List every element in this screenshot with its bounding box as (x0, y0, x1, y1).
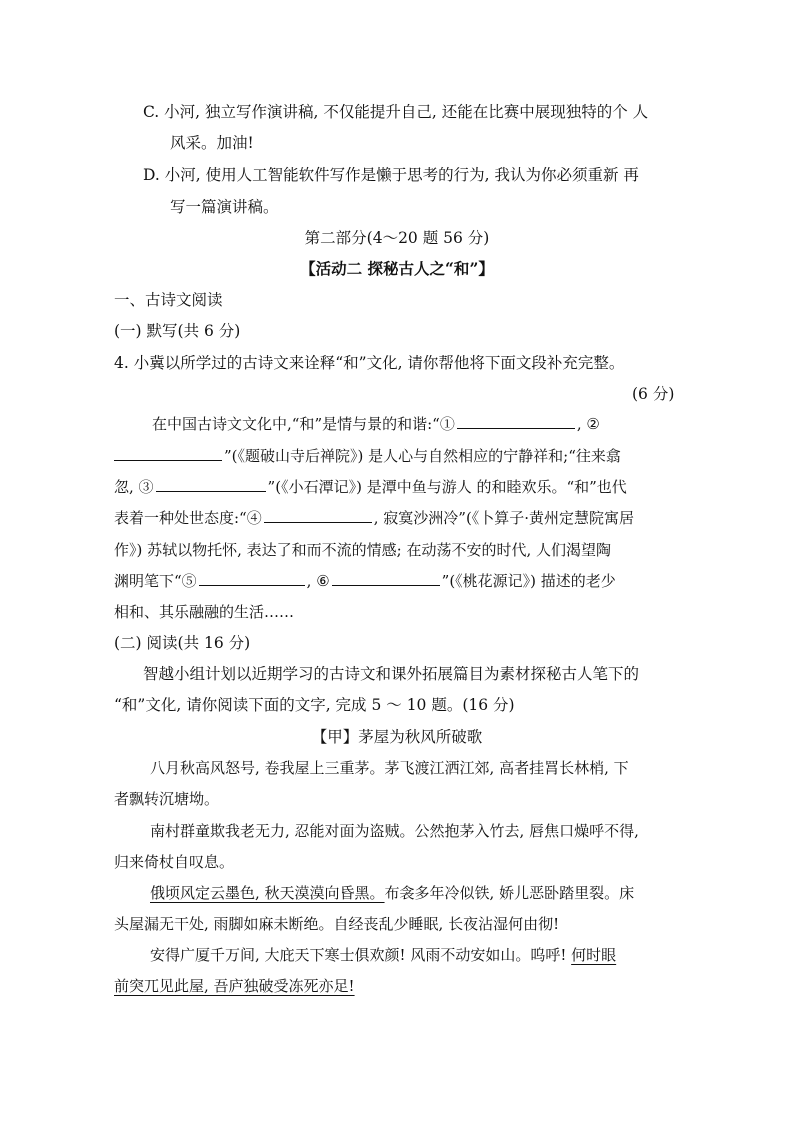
reading-intro-line2: “和”文化, 请你阅读下面的文字, 完成 5 ～ 10 题。(16 分) (114, 696, 515, 714)
underlined-sentence: 俄顷风定云墨色, 秋天漠漠向昏黑。 (150, 884, 385, 902)
option-d-line1: D. 小河, 使用人工智能软件写作是懒于思考的行为, 我认为你必须重新 再 (143, 166, 639, 184)
underlined-sentence: 何时眼 (571, 946, 617, 964)
answer-blank-6[interactable] (332, 570, 440, 586)
fill-line-7: 相和、其乐融融的生活…… (114, 603, 295, 621)
reading-intro-line1: 智越小组计划以近期学习的古诗文和课外拓展篇目为素材探秘古人笔下的 (143, 665, 640, 683)
fill-line-1 (152, 413, 600, 435)
fill-text: 在中国古诗文文化中,“和”是情与景的和谐:“① (152, 415, 455, 433)
fill-text: ”(《桃花源记》) 描述的老少 (441, 572, 616, 590)
question-4-stem: 4. 小冀以所学过的古诗文来诠释“和”文化, 请你帮他将下面文段补充完整。 (114, 354, 625, 372)
answer-blank-1[interactable] (457, 413, 575, 429)
question-4-score: (6 分) (632, 385, 675, 403)
fill-text: 渊明笔下“⑤ (114, 572, 197, 590)
poem-stanza-3-line1 (150, 882, 634, 904)
fill-text: 表着一种处世态度:“④ (114, 509, 262, 527)
fill-line-2 (114, 445, 621, 467)
option-d-line2: 写一篇演讲稿。 (170, 198, 279, 216)
fill-text: ”(《题破山寺后禅院》) 是人心与自然相应的宁静祥和;“往来翕 (224, 447, 621, 465)
fill-text: , ② (576, 415, 600, 433)
fill-line-5: 作》) 苏轼以物托怀, 表达了和而不流的情感; 在动荡不安的时代, 人们渴望陶 (114, 541, 612, 559)
fill-text: ”(《小石潭记》) 是潭中鱼与游人 的和睦欢乐。“和”也代 (267, 478, 627, 496)
poem-stanza-1-line1: 八月秋高风怒号, 卷我屋上三重茅。茅飞渡江洒江郊, 高者挂罥长林梢, 下 (150, 759, 629, 777)
fill-text: , 寂寞沙洲冷”(《卜算子·黄州定慧院寓居 (373, 509, 635, 527)
answer-blank-2[interactable] (114, 445, 222, 461)
poem-stanza-4-line1 (150, 944, 616, 966)
answer-blank-5[interactable] (199, 570, 305, 586)
answer-blank-3[interactable] (156, 476, 266, 492)
fill-line-6 (114, 570, 616, 592)
poem-stanza-3-line2: 头屋漏无干处, 雨脚如麻未断绝。自经丧乱少睡眠, 长夜沾湿何由彻! (114, 915, 560, 933)
fill-text: 忽, ③ (114, 478, 154, 496)
poem-title: 【甲】茅屋为秋风所破歌 (311, 728, 483, 746)
poem-stanza-4-line2 (114, 975, 355, 997)
underlined-sentence: 前突兀见此屋, 吾庐独破受冻死亦足! (114, 977, 355, 995)
poem-stanza-2-line2: 归来倚杖自叹息。 (114, 853, 235, 871)
poem-text: 安得广厦千万间, 大庇天下寒士俱欢颜! 风雨不动安如山。呜呼! (150, 946, 572, 964)
subsection-title-dictation: (一) 默写(共 6 分) (114, 322, 241, 340)
fill-text: , ⑥ (306, 572, 330, 590)
section-title: 一、古诗文阅读 (114, 291, 223, 309)
activity-heading: 【活动二 探秘古人之“和”】 (300, 259, 494, 278)
option-c-line2: 风采。加油! (170, 134, 254, 152)
subsection-title-reading: (二) 阅读(共 16 分) (114, 634, 251, 652)
poem-stanza-2-line1: 南村群童欺我老无力, 忍能对面为盗贼。公然抱茅入竹去, 唇焦口燥呼不得, (150, 822, 639, 840)
poem-stanza-1-line2: 者飘转沉塘坳。 (114, 790, 220, 808)
poem-text: 布衾多年冷似铁, 娇儿恶卧踏里裂。床 (384, 884, 635, 902)
fill-line-4 (114, 507, 634, 529)
part-two-heading: 第二部分(4～20 题 56 分) (304, 229, 490, 247)
answer-blank-4[interactable] (264, 507, 372, 523)
fill-line-3 (114, 476, 627, 498)
option-c-line1: C. 小河, 独立写作演讲稿, 不仅能提升自己, 还能在比赛中展现独特的个 人 (143, 103, 649, 121)
